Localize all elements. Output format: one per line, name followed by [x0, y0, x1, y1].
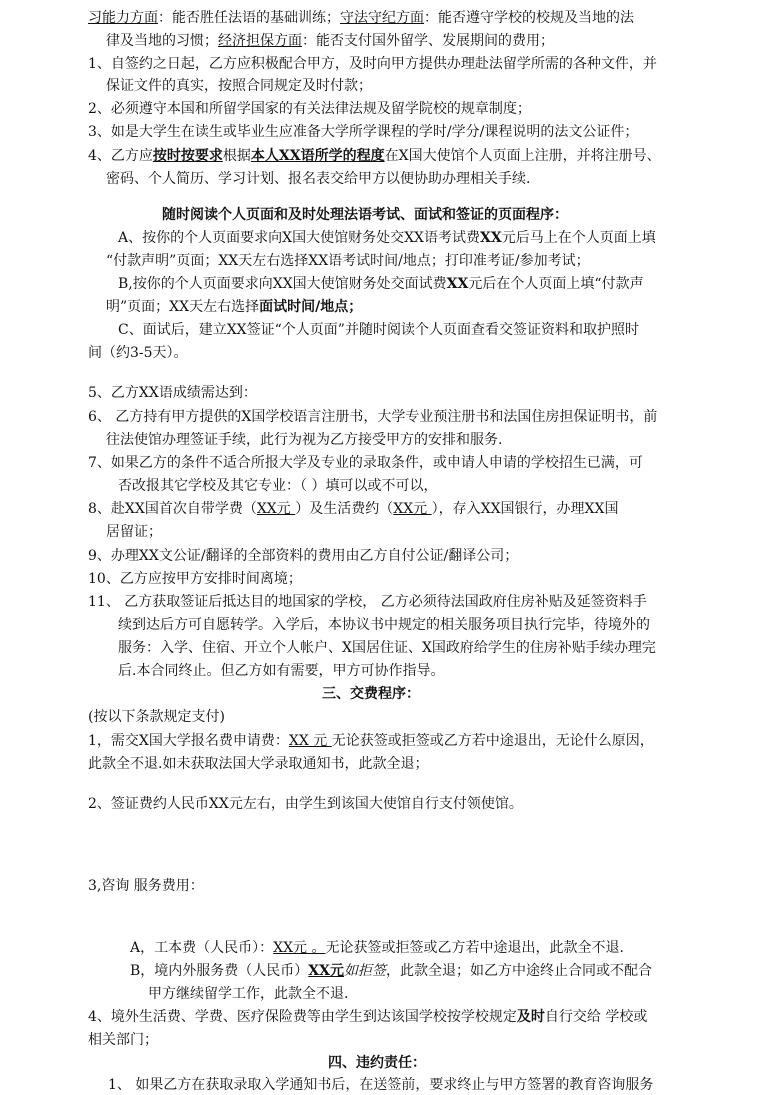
fee-1-line-1: 1，需交X国大学报名费申请费：XX 元 无论获签或拒签或乙方若中途退出，无论什么原因， [88, 733, 654, 749]
fee-4-line-1: 4、境外生活费、学费、医疗保险费等由学生到达该国学校按学校规定及时自行交给 学校或 [88, 1009, 648, 1025]
clause-11-line-3: 服务：入学、住宿、开立个人帐户、X国居住证、X国政府给学生的住房补贴手续办理完 [118, 640, 656, 656]
breach-heading: 四、违约责任： [328, 1055, 426, 1071]
clause-1-line-1: 1、自签约之日起，乙方应积极配合甲方，及时向甲方提供办理赴法留学所需的各种文件，并 [88, 56, 657, 72]
fee-a: A，工本费（人民币）：XX元 。无论获签或拒签或乙方若中途退出，此款全不退. [130, 940, 624, 956]
clause-8-line-2: 居留证； [106, 524, 162, 540]
step-b-line-2: 明”页面；XX天左右选择面试时间/地点； [106, 299, 363, 315]
clause-7-line-2: 否改报其它学校及其它专业：（ ）填可以或不可以， [118, 478, 438, 494]
online-procedure-heading: 随时阅读个人页面和及时处理法语考试、面试和签证的页面程序： [162, 207, 568, 223]
law-discipline-label: 守法守纪方面 [340, 10, 424, 26]
fee-4-line-2: 相关部门； [88, 1032, 158, 1048]
fee-note: (按以下条款规定支付) [88, 709, 225, 725]
clause-5: 5、乙方XX语成绩需达到： [88, 385, 257, 401]
step-c-line-2: 间（约3-5天）。 [88, 345, 188, 361]
clause-11-line-2: 续到达后方可自愿转学。入学后，本协议书中规定的相关服务项目执行完毕，待境外的 [118, 617, 650, 633]
clause-6-line-2: 往法使馆办理签证手续，此行为视为乙方接受甲方的安排和服务. [106, 432, 503, 448]
intro-line-1: 习能力方面：能否胜任法语的基础训练；守法守纪方面：能否遵守学校的校规及当地的法 [88, 10, 634, 26]
fee-procedure-heading: 三、交费程序： [322, 686, 420, 702]
clause-4-line-1: 4、乙方应按时按要求根据本人XX语所学的程度在X国大使馆个人页面上注册，并将注册号、 [88, 148, 661, 164]
fee-b-line-2: 甲方继续留学工作，此款全不退. [148, 986, 349, 1002]
fee-3: 3,咨询 服务费用： [88, 878, 204, 894]
step-a-line-2: “付款声明”页面；XX天左右选择XX语考试时间/地点；打印准考证/参加考试； [106, 253, 590, 269]
clause-11-line-4: 后.本合同终止。但乙方如有需要，甲方可协作指导。 [118, 663, 445, 679]
clause-1-line-2: 保证文件的真实，按照合同规定及时付款； [106, 78, 372, 94]
fee-2: 2、签证费约人民币XX元左右，由学生到该国大使馆自行支付领使馆。 [88, 796, 523, 812]
clause-8-line-1: 8、赴XX国首次自带学费（XX元 ）及生活费约（XX元 ），存入XX国银行，办理XX国 [88, 501, 619, 517]
financial-guarantee-label: 经济担保方面 [218, 33, 302, 49]
fee-b-line-1: B，境内外服务费（人民币）XX元如拒签，此款全退；如乙方中途终止合同或不配合 [130, 963, 653, 979]
clause-4-line-2: 密码、个人简历、学习计划、报名表交给甲方以便协助办理相关手续. [106, 171, 531, 187]
clause-2: 2、必须遵守本国和所留学国家的有关法律法规及留学院校的规章制度； [88, 101, 531, 117]
fee-1-line-2: 此款全不退.如未获取法国大学录取通知书，此款全退； [88, 756, 429, 772]
clause-11-line-1: 11、 乙方获取签证后抵达目的地国家的学校， 乙方必须待法国政府住房补贴及延签资料手 [88, 594, 647, 610]
intro-line-2: 律及当地的习惯；经济担保方面：能否支付国外留学、发展期间的费用； [106, 33, 554, 49]
study-ability-label: 习能力方面 [88, 10, 158, 26]
breach-1-line-1: 1、 如果乙方在获取录取入学通知书后，在送签前，要求终止与甲方签署的教育咨询服务 [108, 1077, 654, 1093]
clause-9: 9、办理XX文公证/翻译的全部资料的费用由乙方自付公证/翻译公司； [88, 548, 519, 564]
clause-7-line-1: 7、如果乙方的条件不适合所报大学及专业的录取条件，或申请人申请的学校招生已满，可 [88, 455, 643, 471]
step-c-line-1: C、面试后，建立XX签证“个人页面”并随时阅读个人页面查看交签证资料和取护照时 [118, 322, 639, 338]
clause-6-line-1: 6、 乙方持有甲方提供的X国学校语言注册书，大学专业预注册书和法国住房担保证明书，前 [88, 409, 658, 425]
step-a-line-1: A、按你的个人页面要求向X国大使馆财务处交XX语考试费XX元后马上在个人页面上填 [118, 230, 656, 246]
clause-3: 3、如是大学生在读生或毕业生应准备大学所学课程的学时/学分/课程说明的法文公证件； [88, 124, 639, 140]
step-b-line-1: B,按你的个人页面要求向XX国大使馆财务处交面试费XX元后在个人页面上填“付款声 [118, 276, 644, 292]
clause-10: 10、乙方应按甲方安排时间离境； [88, 571, 302, 587]
